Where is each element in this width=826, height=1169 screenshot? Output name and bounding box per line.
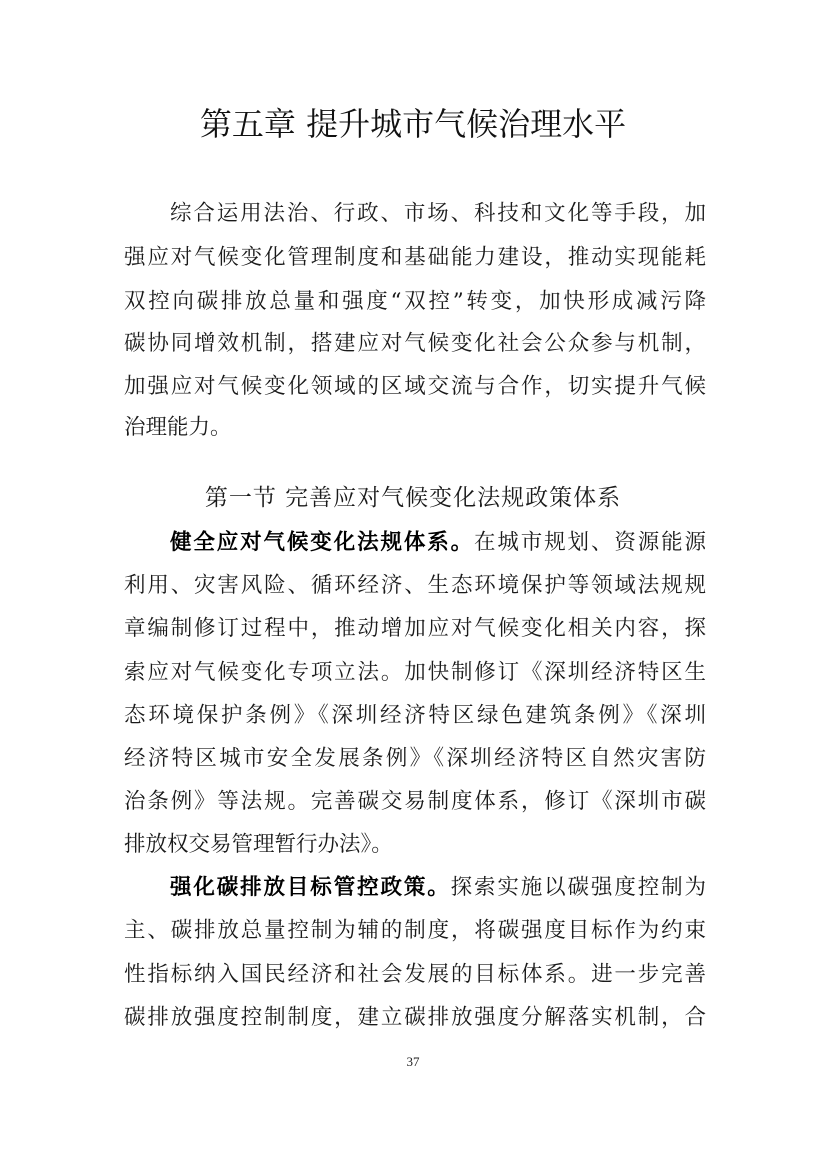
paragraph-2-first-line <box>170 870 706 906</box>
paragraph-1-line: 治条例》等法规。完善碳交易制度体系，修订《深圳市碳 <box>124 789 706 814</box>
paragraph-2-heading: 强化碳排放目标管控政策。 <box>170 875 451 900</box>
page-number: 37 <box>406 1054 420 1069</box>
section-title: 第一节 完善应对气候变化法规政策体系 <box>204 485 622 511</box>
paragraph-2-line: 主、碳排放总量控制为辅的制度，将碳强度目标作为约束 <box>124 918 706 943</box>
paragraph-1-line: 利用、灾害风险、循环经济、生态环境保护等领域法规规 <box>124 573 706 598</box>
paragraph-1-line: 索应对气候变化专项立法。加快制修订《深圳经济特区生 <box>124 660 706 685</box>
paragraph-1-line: 态环境保护条例》《深圳经济特区绿色建筑条例》《深圳 <box>124 703 706 728</box>
intro-line-5: 加强应对气候变化领域的区域交流与合作，切实提升气候 <box>124 374 706 399</box>
paragraph-1-first-line <box>170 525 706 561</box>
intro-line-4: 碳协同增效机制，搭建应对气候变化社会公众参与机制， <box>124 331 706 356</box>
paragraph-2-line: 碳排放强度控制制度，建立碳排放强度分解落实机制，合 <box>124 1005 706 1030</box>
intro-line-1: 综合运用法治、行政、市场、科技和文化等手段，加 <box>170 201 706 226</box>
chapter-title: 第五章 提升城市气候治理水平 <box>199 105 627 143</box>
paragraph-2-first-line-text: 探索实施以碳强度控制为 <box>450 875 706 900</box>
intro-line-6: 治理能力。 <box>124 415 232 440</box>
paragraph-1-line: 章编制修订过程中，推动增加应对气候变化相关内容，探 <box>124 616 706 641</box>
intro-line-3: 双控向碳排放总量和强度“双控”转变，加快形成减污降 <box>124 289 706 314</box>
paragraph-2-line: 性指标纳入国民经济和社会发展的目标体系。进一步完善 <box>124 962 706 987</box>
paragraph-1-line: 排放权交易管理暂行办法》。 <box>124 832 393 857</box>
paragraph-1-heading: 健全应对气候变化法规体系。 <box>170 530 475 555</box>
paragraph-1-first-line-text: 在城市规划、资源能源 <box>474 530 706 555</box>
paragraph-1-line: 经济特区城市安全发展条例》《深圳经济特区自然灾害防 <box>124 746 706 771</box>
intro-line-2: 强应对气候变化管理制度和基础能力建设，推动实现能耗 <box>124 245 706 270</box>
